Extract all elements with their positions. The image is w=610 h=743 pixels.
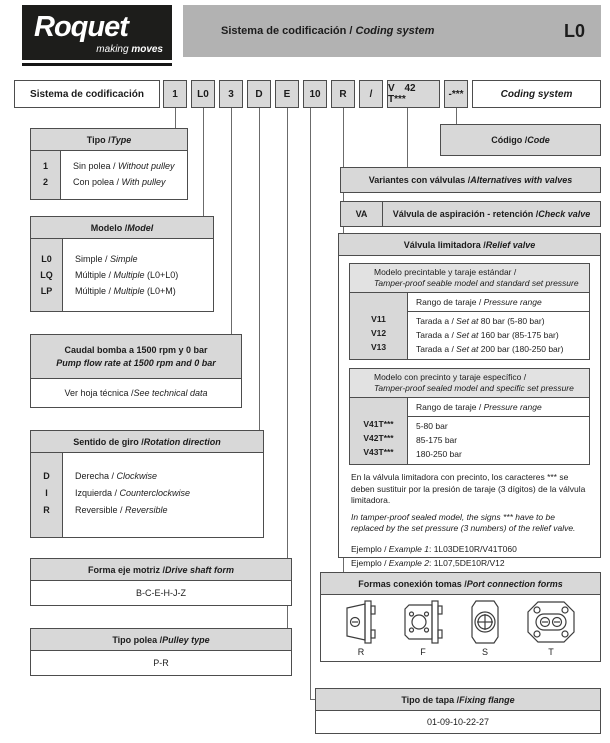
row-es: Ejemplo / xyxy=(351,543,389,554)
connector-line xyxy=(175,108,176,128)
row-es: Rango de taraje / xyxy=(416,297,484,307)
row-es: Sin polea / xyxy=(73,161,119,171)
title-en: Pulley type xyxy=(162,634,210,645)
relief-sealed-rows xyxy=(408,398,589,464)
key: V13 xyxy=(370,342,387,352)
caudal-body xyxy=(31,379,241,407)
title-en: Rotation direction xyxy=(143,436,221,447)
sentido-box xyxy=(30,430,264,538)
fixing-flange-box xyxy=(315,688,601,734)
title-es: Modelo precintable y taraje estándar / xyxy=(374,267,517,277)
row-en: Example 1 xyxy=(388,543,429,554)
port-f-icon xyxy=(401,599,445,645)
row-es: Ejemplo / xyxy=(351,557,389,568)
port-forms-body xyxy=(321,595,600,661)
row-en: Without pulley xyxy=(118,161,175,171)
connector-line xyxy=(203,108,204,216)
relief-sealed-title xyxy=(350,369,589,398)
tipo-polea-body: P-R xyxy=(153,658,169,668)
page-title xyxy=(221,25,434,37)
title-en: Tamper-proof sealed model and specific set pressure xyxy=(374,383,574,393)
key: L0 xyxy=(41,254,52,264)
port-forms-box xyxy=(320,572,601,662)
title-en: Drive shaft form xyxy=(165,564,235,575)
key: D xyxy=(43,471,50,481)
table-row: 180-250 bar xyxy=(416,449,462,459)
relief-standard-title xyxy=(350,264,589,293)
title-en: Model xyxy=(127,222,154,233)
key: V11 xyxy=(371,314,386,324)
connector-line xyxy=(231,108,232,334)
example-1 xyxy=(351,542,588,556)
title-es: Válvula limitadora / xyxy=(403,239,486,250)
page-title-es: Sistema de codificación / xyxy=(221,25,356,37)
va-key: VA xyxy=(341,202,383,226)
forma-eje-body: B-C-E-H-J-Z xyxy=(136,588,186,598)
row-es: Rango de taraje / xyxy=(416,402,484,412)
row-en: With pulley xyxy=(121,177,166,187)
key: I xyxy=(45,488,48,498)
code-cell: E xyxy=(275,80,299,108)
key: LP xyxy=(40,286,53,296)
connector-line xyxy=(287,108,288,558)
caudal-box xyxy=(30,334,242,408)
port-r-icon xyxy=(344,599,378,645)
code-cell: D xyxy=(247,80,271,108)
variantes-box xyxy=(340,167,601,193)
code-cell: 10 xyxy=(303,80,327,108)
title-es: Variantes con válvulas / xyxy=(368,175,471,185)
row-en: Pressure range xyxy=(483,402,542,412)
row-es: Válvula de aspiración - retención / xyxy=(392,209,539,219)
forma-eje-title xyxy=(31,559,291,581)
row-rest: (L0+M) xyxy=(144,286,176,296)
table-row xyxy=(408,312,589,328)
title-es: Forma eje motriz / xyxy=(87,564,165,575)
connector-line xyxy=(310,108,311,699)
port-form-t xyxy=(525,599,577,657)
title-en: Fixing flange xyxy=(459,694,515,705)
relief-valve-box xyxy=(338,233,601,568)
page-title-band xyxy=(183,5,601,57)
tagline-light: making xyxy=(96,44,132,55)
port-form-r xyxy=(344,599,378,657)
port-s-icon xyxy=(468,599,502,645)
row-es: Simple / xyxy=(75,254,111,264)
port-form-s xyxy=(468,599,502,657)
code-cell: V 42 T*** xyxy=(387,80,440,108)
modelo-title xyxy=(31,217,213,239)
note-es: En la válvula limitadora con precinto, los caracteres *** se deben sustituir por la presión de taraje (3 dígitos) de la válvula limitadora. xyxy=(351,472,586,505)
tagline-bold: moves xyxy=(131,44,163,55)
relief-standard-keys xyxy=(350,293,408,359)
row-es: Tarada a / xyxy=(416,316,457,326)
key: R xyxy=(43,505,50,515)
title-en: Tamper-proof seable model and standard set pressure xyxy=(374,278,579,288)
key: V42T*** xyxy=(363,433,394,443)
title-en: Alternatives with valves xyxy=(470,175,573,185)
table-row xyxy=(75,267,178,283)
modelo-rows xyxy=(63,239,178,311)
tipo-box xyxy=(30,128,188,200)
code-cell: -*** xyxy=(444,80,468,108)
row-en: Multiple xyxy=(113,270,145,280)
title-en: Port connection forms xyxy=(466,578,563,589)
spacer xyxy=(350,398,407,417)
row-es: Izquierda / xyxy=(75,488,120,498)
title-es: Tipo polea / xyxy=(112,634,163,645)
row-rest: : 1L07,5DE10R/V12 xyxy=(428,557,505,568)
code-cell: 3 xyxy=(219,80,243,108)
row-en: Clockwise xyxy=(116,471,158,481)
table-row xyxy=(75,283,178,299)
port-label: S xyxy=(481,647,488,657)
row-rest: 80 bar (5-80 bar) xyxy=(478,316,545,326)
codigo-box xyxy=(440,124,601,156)
body-es: Ver hoja técnica / xyxy=(64,388,134,398)
title-es: Caudal bomba a 1500 rpm y 0 bar xyxy=(64,344,208,355)
code-row-left-label: Sistema de codificación xyxy=(14,80,160,108)
title-es: Modelo con precinto y taraje específico / xyxy=(374,372,527,382)
brand-tagline xyxy=(96,44,163,55)
table-row xyxy=(408,342,589,356)
tipo-polea-box xyxy=(30,628,292,676)
row-es: Tarada a / xyxy=(416,344,457,354)
modelo-keys xyxy=(31,239,63,311)
table-row xyxy=(408,328,589,342)
va-desc xyxy=(383,202,600,226)
row-en: Example 2 xyxy=(388,557,429,568)
row-en: Multiple xyxy=(113,286,145,296)
relief-notes xyxy=(351,472,588,570)
row-en: Simple xyxy=(110,254,138,264)
forma-eje-box xyxy=(30,558,292,606)
row-en: Set at xyxy=(456,330,479,340)
row-es: Derecha / xyxy=(75,471,117,481)
spacer xyxy=(350,293,407,312)
va-row xyxy=(340,201,601,227)
port-form-f xyxy=(401,599,445,657)
modelo-box xyxy=(30,216,214,312)
code-cell: / xyxy=(359,80,383,108)
tipo-keys xyxy=(31,151,61,199)
row-rest: 200 bar (180-250 bar) xyxy=(478,344,564,354)
connector-line xyxy=(456,108,457,124)
sentido-rows xyxy=(63,453,190,537)
connector-line xyxy=(407,108,408,167)
title-en: Code xyxy=(527,135,550,145)
row-en: Counterclockwise xyxy=(119,488,191,498)
connector-line xyxy=(259,108,260,430)
sentido-keys xyxy=(31,453,63,537)
port-t-icon xyxy=(525,599,577,645)
port-label: T xyxy=(548,647,554,657)
range-label xyxy=(408,293,589,312)
table-row xyxy=(75,251,178,267)
table-row xyxy=(73,174,174,190)
title-es: Sentido de giro / xyxy=(73,436,144,447)
row-en: Set at xyxy=(456,316,479,326)
note-en: In tamper-proof sealed model, the signs *** have to be replaced by the set pressure (3 numbers) of the relief valve. xyxy=(351,511,576,533)
caudal-title xyxy=(31,335,241,379)
row-es: Múltiple / xyxy=(75,270,114,280)
table-row xyxy=(75,485,190,502)
table-row xyxy=(75,502,190,519)
row-en: Reversible xyxy=(125,505,168,515)
logo-underline xyxy=(22,63,172,66)
key: V43T*** xyxy=(363,447,394,457)
relief-title xyxy=(339,234,600,256)
relief-sealed-keys xyxy=(350,398,408,464)
title-es: Modelo / xyxy=(90,222,128,233)
title-es: Tipo de tapa / xyxy=(401,694,460,705)
title-es: Código / xyxy=(491,135,528,145)
code-row-right-label: Coding system xyxy=(472,80,601,108)
sentido-title xyxy=(31,431,263,453)
key: V12 xyxy=(370,328,387,338)
row-en: Set at xyxy=(456,344,479,354)
example-2 xyxy=(351,556,588,570)
body-en: See technical data xyxy=(133,388,208,398)
tipo-title xyxy=(31,129,187,151)
range-label xyxy=(408,398,589,417)
table-row xyxy=(73,158,174,174)
page-code: L0 xyxy=(563,20,585,41)
table-row: 85-175 bar xyxy=(416,435,458,445)
tipo-polea-title xyxy=(31,629,291,651)
title-es: Tipo / xyxy=(86,134,111,145)
key: V41T*** xyxy=(363,419,394,429)
brand-logo: Roquet xyxy=(34,11,128,43)
code-cell: L0 xyxy=(191,80,215,108)
logo-box xyxy=(22,5,172,60)
table-row xyxy=(75,468,190,485)
relief-standard-rows xyxy=(408,293,589,359)
row-en: Pressure range xyxy=(483,297,542,307)
connector-line xyxy=(287,606,288,628)
table-row: 5-80 bar xyxy=(416,421,448,431)
title-es: Formas conexión tomas / xyxy=(358,578,467,589)
row-es: Reversible / xyxy=(75,505,126,515)
row-rest: : 1L03DE10R/V41T060 xyxy=(428,543,517,554)
key: LQ xyxy=(40,270,53,280)
port-label: R xyxy=(357,647,365,657)
tipo-rows xyxy=(61,151,174,199)
row-es: Múltiple / xyxy=(75,286,114,296)
code-cell: 1 xyxy=(163,80,187,108)
title-en: Pump flow rate at 1500 rpm and 0 bar xyxy=(56,357,216,368)
port-label: F xyxy=(420,647,426,657)
key: 1 xyxy=(42,161,48,171)
row-rest: 160 bar (85-175 bar) xyxy=(478,330,559,340)
title-en: Relief valve xyxy=(485,239,536,250)
row-es: Tarada a / xyxy=(416,330,457,340)
key: 2 xyxy=(42,177,48,187)
relief-standard-box xyxy=(349,263,590,360)
fixing-flange-body: 01-09-10-22-27 xyxy=(426,717,490,727)
title-en: Type xyxy=(110,134,132,145)
fixing-flange-title xyxy=(316,689,600,711)
page-title-en: Coding system xyxy=(355,25,435,37)
code-cell: R xyxy=(331,80,355,108)
row-es: Con polea / xyxy=(73,177,122,187)
row-en: Check valve xyxy=(538,209,591,219)
port-forms-title xyxy=(321,573,600,595)
row-rest: (L0+L0) xyxy=(144,270,179,280)
relief-sealed-box xyxy=(349,368,590,465)
